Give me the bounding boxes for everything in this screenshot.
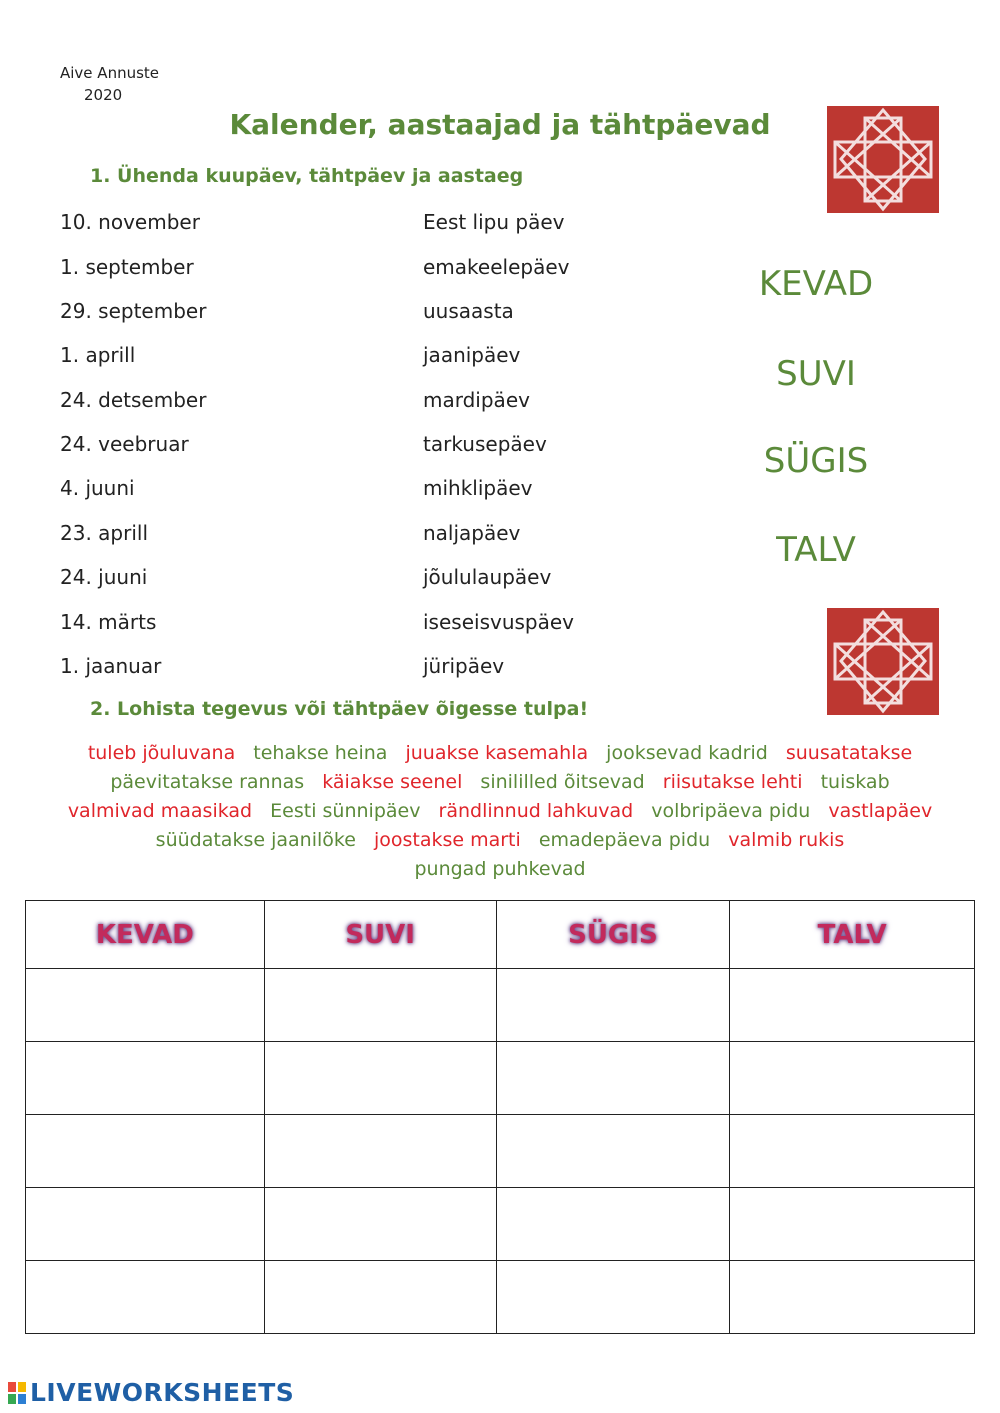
holiday-item[interactable]: naljapäev xyxy=(423,521,521,545)
date-item: 4. juuni xyxy=(60,476,135,500)
drop-cell[interactable] xyxy=(264,969,496,1042)
drop-cell[interactable] xyxy=(26,1261,265,1334)
draggable-phrase[interactable]: sinililled õitsevad xyxy=(480,771,645,793)
page-title: Kalender, aastaajad ja tähtpäevad xyxy=(229,108,771,141)
table-row xyxy=(26,1188,975,1261)
holiday-item[interactable]: uusaasta xyxy=(423,299,514,323)
season-talv[interactable]: TALV xyxy=(776,530,856,570)
holiday-item[interactable]: iseseisvuspäev xyxy=(423,610,575,634)
holiday-item[interactable]: jüripäev xyxy=(423,654,505,678)
task1-heading: 1. Ühenda kuupäev, tähtpäev ja aastaeg xyxy=(90,165,524,187)
draggable-phrase[interactable]: valmib rukis xyxy=(728,829,845,851)
holiday-item[interactable]: tarkusepäev xyxy=(423,432,547,456)
drop-cell[interactable] xyxy=(26,1042,265,1115)
drop-cell[interactable] xyxy=(730,1261,975,1334)
drop-cell[interactable] xyxy=(264,1115,496,1188)
column-header-talv: TALV xyxy=(730,901,975,969)
draggable-phrase[interactable]: Eesti sünnipäev xyxy=(270,800,421,822)
draggable-phrase[interactable]: emadepäeva pidu xyxy=(538,829,711,851)
drop-cell[interactable] xyxy=(496,1042,730,1115)
draggable-phrase[interactable]: jooksevad kadrid xyxy=(606,742,768,764)
drop-cell[interactable] xyxy=(264,1261,496,1334)
estonian-star-icon xyxy=(827,106,939,213)
drop-cell[interactable] xyxy=(496,1261,730,1334)
table-row xyxy=(26,1261,975,1334)
draggable-phrase[interactable]: volbripäeva pidu xyxy=(651,800,811,822)
table-row xyxy=(26,1042,975,1115)
season-kevad[interactable]: KEVAD xyxy=(758,264,874,304)
draggable-phrase[interactable]: suusatatakse xyxy=(785,742,913,764)
drop-cell[interactable] xyxy=(496,1115,730,1188)
holiday-item[interactable]: jaanipäev xyxy=(423,343,521,367)
draggable-phrase[interactable]: käiakse seenel xyxy=(322,771,463,793)
task2-heading: 2. Lohista tegevus või tähtpäev õigesse tulpa! xyxy=(90,698,589,720)
author-year: 2020 xyxy=(84,86,123,104)
season-suvi[interactable]: SUVI xyxy=(776,354,856,394)
table-row xyxy=(26,969,975,1042)
author-block xyxy=(60,62,159,106)
date-item: 1. jaanuar xyxy=(60,654,162,678)
season-drop-table xyxy=(25,900,975,1334)
holiday-item[interactable]: Eest lipu päev xyxy=(423,210,565,234)
draggable-phrase[interactable]: joostakse marti xyxy=(373,829,521,851)
drop-cell[interactable] xyxy=(496,969,730,1042)
drop-cell[interactable] xyxy=(730,1188,975,1261)
draggable-phrase[interactable]: pungad puhkevad xyxy=(414,858,586,880)
draggable-phrase[interactable]: süüdatakse jaanilõke xyxy=(155,829,356,851)
draggable-phrase[interactable]: päevitatakse rannas xyxy=(110,771,305,793)
draggable-phrase[interactable]: rändlinnud lahkuvad xyxy=(438,800,634,822)
holiday-item[interactable]: jõululaupäev xyxy=(423,565,552,589)
drop-cell[interactable] xyxy=(26,969,265,1042)
holiday-item[interactable]: mardipäev xyxy=(423,388,530,412)
phrase-bank xyxy=(60,739,940,884)
draggable-phrase[interactable]: riisutakse lehti xyxy=(662,771,803,793)
drop-cell[interactable] xyxy=(730,969,975,1042)
column-header-suvi: SUVI xyxy=(264,901,496,969)
logo-blocks-icon xyxy=(8,1382,26,1404)
holiday-item[interactable]: emakeelepäev xyxy=(423,255,570,279)
author-name: Aive Annuste xyxy=(60,64,160,82)
drop-cell[interactable] xyxy=(496,1188,730,1261)
date-item: 10. november xyxy=(60,210,200,234)
estonian-star-icon xyxy=(827,608,939,715)
season-sugis[interactable]: SÜGIS xyxy=(763,441,869,481)
date-item: 14. märts xyxy=(60,610,157,634)
drop-cell[interactable] xyxy=(264,1042,496,1115)
date-item: 1. september xyxy=(60,255,194,279)
date-item: 24. veebruar xyxy=(60,432,189,456)
draggable-phrase[interactable]: tuiskab xyxy=(820,771,890,793)
drop-cell[interactable] xyxy=(730,1042,975,1115)
draggable-phrase[interactable]: vastlapäev xyxy=(828,800,933,822)
liveworksheets-logo xyxy=(8,1378,294,1407)
date-item: 1. aprill xyxy=(60,343,136,367)
date-item: 24. detsember xyxy=(60,388,207,412)
table-header-row xyxy=(26,901,975,969)
date-item: 23. aprill xyxy=(60,521,149,545)
draggable-phrase[interactable]: tuleb jõuluvana xyxy=(87,742,236,764)
column-header-kevad: KEVAD xyxy=(26,901,265,969)
draggable-phrase[interactable]: juuakse kasemahla xyxy=(405,742,589,764)
drop-cell[interactable] xyxy=(264,1188,496,1261)
logo-text: LIVEWORKSHEETS xyxy=(30,1378,295,1407)
draggable-phrase[interactable]: tehakse heina xyxy=(253,742,388,764)
table-row xyxy=(26,1115,975,1188)
drop-cell[interactable] xyxy=(26,1115,265,1188)
column-header-sugis: SÜGIS xyxy=(496,901,730,969)
draggable-phrase[interactable]: valmivad maasikad xyxy=(67,800,253,822)
date-item: 24. juuni xyxy=(60,565,148,589)
drop-cell[interactable] xyxy=(730,1115,975,1188)
drop-cell[interactable] xyxy=(26,1188,265,1261)
holiday-item[interactable]: mihklipäev xyxy=(423,476,533,500)
date-item: 29. september xyxy=(60,299,207,323)
